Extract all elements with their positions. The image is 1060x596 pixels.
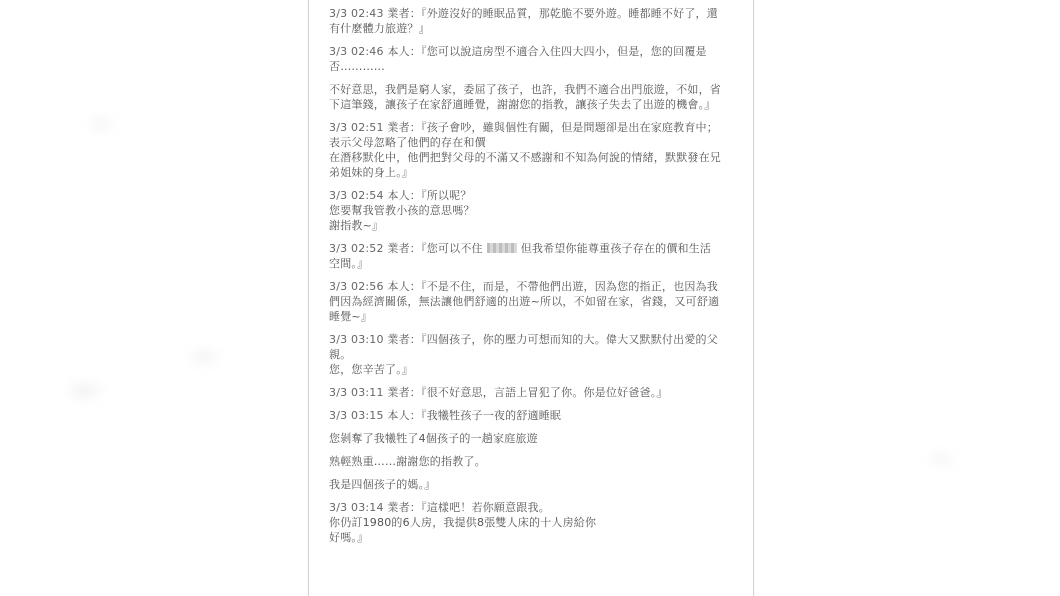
message-line bbox=[329, 332, 737, 347]
message-timestamp: 3/3 02:43 bbox=[329, 7, 384, 20]
message-text: 『您可以不住 bbox=[421, 242, 483, 255]
message-speaker: 本人： bbox=[387, 189, 422, 202]
message-line bbox=[329, 500, 737, 515]
message-entry bbox=[329, 477, 737, 492]
message-text: 您，您辛苦了。』 bbox=[329, 363, 414, 376]
message-timestamp: 3/3 03:15 bbox=[329, 409, 384, 422]
message-speaker: 業者： bbox=[387, 386, 422, 399]
message-text: 您剝奪了我犧牲了4個孩子的一趟家庭旅遊 bbox=[329, 432, 538, 445]
message-entry bbox=[329, 431, 737, 446]
message-entry bbox=[329, 454, 737, 469]
message-line bbox=[329, 6, 737, 21]
message-text: 好嗎。』 bbox=[329, 531, 369, 544]
message-line bbox=[329, 454, 737, 469]
message-entry bbox=[329, 500, 737, 545]
message-panel bbox=[308, 0, 754, 596]
message-line bbox=[329, 362, 737, 377]
message-text: 表示父母忽略了他們的存在和價 bbox=[329, 136, 486, 149]
message-line bbox=[329, 294, 737, 309]
message-timestamp: 3/3 02:46 bbox=[329, 45, 384, 58]
message-timestamp: 3/3 02:52 bbox=[329, 242, 384, 255]
message-text: 『外遊沒好的睡眠品質，那乾脆不要外遊。睡都睡不好了，還 bbox=[421, 7, 718, 20]
message-timestamp: 3/3 03:14 bbox=[329, 501, 384, 514]
message-line bbox=[329, 59, 737, 74]
redacted-text-blur bbox=[487, 243, 517, 253]
message-text: 熟輕熟重……謝謝您的指教了。 bbox=[329, 455, 486, 468]
message-speaker: 業者： bbox=[387, 7, 422, 20]
message-text: 有什麼體力旅遊？』 bbox=[329, 22, 430, 35]
message-line bbox=[329, 408, 737, 423]
message-line bbox=[329, 279, 737, 294]
message-text: 『很不好意思，言語上冒犯了你。你是位好爸爸。』 bbox=[421, 386, 668, 399]
message-entry bbox=[329, 408, 737, 423]
message-entry bbox=[329, 44, 737, 74]
message-speaker: 本人： bbox=[387, 45, 422, 58]
message-entry bbox=[329, 241, 737, 271]
message-line bbox=[329, 431, 737, 446]
message-text: 但我希望你能尊重孩子存在的價和生活 bbox=[520, 242, 712, 255]
message-line bbox=[329, 21, 737, 36]
message-text: 『這樣吧！若你願意跟我。 bbox=[421, 501, 550, 514]
message-timestamp: 3/3 02:51 bbox=[329, 121, 384, 134]
message-line bbox=[329, 165, 737, 180]
message-line bbox=[329, 188, 737, 203]
message-speaker: 本人： bbox=[387, 409, 422, 422]
background-smudge bbox=[190, 352, 218, 362]
message-text: 在潛移默化中，他們把對父母的不滿又不感謝和不知為何說的情緒，默默發在兄 bbox=[329, 151, 721, 164]
message-line bbox=[329, 44, 737, 59]
message-text: 空間。』 bbox=[329, 257, 369, 270]
message-text: 謝指教~』 bbox=[329, 219, 384, 232]
message-line bbox=[329, 120, 737, 135]
message-timestamp: 3/3 03:10 bbox=[329, 333, 384, 346]
message-entry bbox=[329, 385, 737, 400]
background-smudge bbox=[930, 455, 952, 463]
message-entry bbox=[329, 188, 737, 233]
message-line bbox=[329, 203, 737, 218]
message-text: 『孩子會吵，雖與個性有關，但是問題卻是出在家庭教育中； bbox=[421, 121, 718, 134]
message-line bbox=[329, 97, 737, 112]
message-line bbox=[329, 256, 737, 271]
message-thread bbox=[329, 6, 737, 553]
message-line bbox=[329, 530, 737, 545]
message-speaker: 業者： bbox=[387, 501, 422, 514]
message-text: 們因為經濟關係，無法讓他們舒適的出遊~所以，不如留在家，省錢，又可舒適 bbox=[329, 295, 720, 308]
message-line bbox=[329, 347, 737, 362]
message-text: 你仍訂1980的6人房，我提供8張雙人床的十人房給你 bbox=[329, 516, 597, 529]
message-speaker: 業者： bbox=[387, 121, 422, 134]
message-text: 弟姐妹的身上。』 bbox=[329, 166, 414, 179]
background-smudge bbox=[90, 120, 112, 128]
message-timestamp: 3/3 02:56 bbox=[329, 280, 384, 293]
message-speaker: 本人： bbox=[387, 280, 422, 293]
message-line bbox=[329, 82, 737, 97]
message-text: 『您可以說這房型不適合入住四大四小，但是，您的回覆是 bbox=[421, 45, 707, 58]
message-timestamp: 3/3 02:54 bbox=[329, 189, 384, 202]
message-line bbox=[329, 241, 737, 256]
message-text: 『我犧牲孩子一夜的舒適睡眠 bbox=[421, 409, 562, 422]
message-entry bbox=[329, 6, 737, 36]
message-entry bbox=[329, 332, 737, 377]
message-text: 睡覺~』 bbox=[329, 310, 373, 323]
message-text: 『四個孩子，你的壓力可想而知的大。偉大又默默付出愛的父 bbox=[421, 333, 718, 346]
message-text: 『不是不住，而是，不帶他們出遊，因為您的指正，也因為我 bbox=[421, 280, 718, 293]
message-line bbox=[329, 150, 737, 165]
message-entry bbox=[329, 82, 737, 112]
message-line bbox=[329, 385, 737, 400]
message-text: 您要幫我管教小孩的意思嗎？ bbox=[329, 204, 475, 217]
message-line bbox=[329, 477, 737, 492]
background-smudge bbox=[70, 385, 100, 397]
message-line bbox=[329, 309, 737, 324]
message-text: 『所以呢？ bbox=[421, 189, 472, 202]
message-line bbox=[329, 135, 737, 150]
message-timestamp: 3/3 03:11 bbox=[329, 386, 384, 399]
message-text: 親。 bbox=[329, 348, 352, 361]
message-speaker: 業者： bbox=[387, 333, 422, 346]
message-entry bbox=[329, 279, 737, 324]
message-text: 我是四個孩子的媽。』 bbox=[329, 478, 436, 491]
message-speaker: 業者： bbox=[387, 242, 422, 255]
message-line bbox=[329, 515, 737, 530]
message-text: 不好意思，我們是窮人家，委屈了孩子，也許，我們不適合出門旅遊，不如，省 bbox=[329, 83, 721, 96]
message-text: 下這筆錢，讓孩子在家舒適睡覺，謝謝您的指教，讓孩子失去了出遊的機會。』 bbox=[329, 98, 716, 111]
message-line bbox=[329, 218, 737, 233]
message-entry bbox=[329, 120, 737, 180]
message-text: 否………… bbox=[329, 60, 385, 73]
